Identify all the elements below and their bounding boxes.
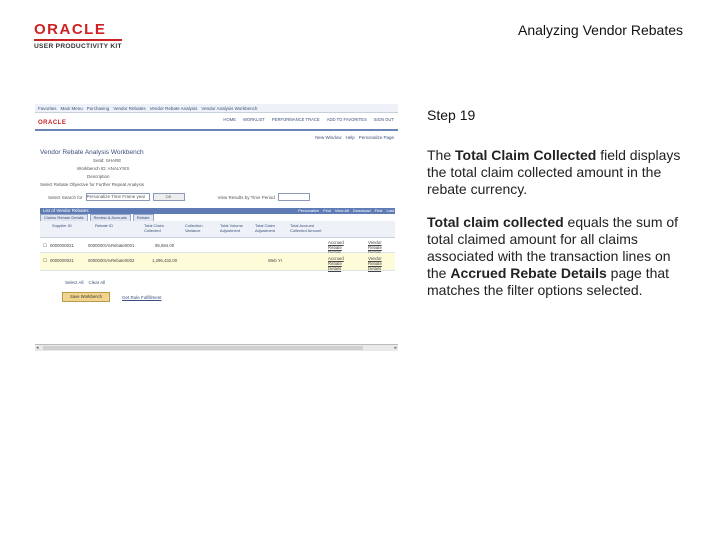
action-row: [40, 292, 162, 302]
step-label: Step 19: [427, 107, 476, 123]
app-logo: ORACLE: [38, 120, 67, 126]
new-window-link[interactable]: New Window: [315, 135, 342, 140]
utility-links: [315, 135, 394, 140]
header-link[interactable]: SIGN OUT: [373, 117, 394, 122]
nav-item[interactable]: Favorites: [38, 105, 57, 111]
save-workbench-button[interactable]: Save Workbench: [62, 292, 110, 302]
nav-item[interactable]: Vendor Rebate Analysis: [149, 105, 198, 111]
header-link[interactable]: HOME: [223, 117, 236, 122]
clear-all-link[interactable]: Clear All: [88, 280, 106, 285]
scroll-left-icon[interactable]: ◂: [36, 345, 39, 351]
table-row[interactable]: [40, 238, 395, 253]
column-header: Supplier ID: [52, 223, 72, 228]
vendor-rebate-details-link[interactable]: Vendor Rebate: [368, 240, 382, 250]
view-period-select[interactable]: [278, 193, 310, 201]
description-line: Description: [87, 174, 110, 179]
text-run: equals the sum of total claimed amount for all claims associated with the transaction lines on the: [427, 214, 679, 281]
select-all-link[interactable]: Select All: [65, 280, 84, 285]
extra-cell: Web Yr: [268, 258, 283, 263]
nav-item[interactable]: Purchasing: [86, 105, 110, 111]
vendor-rebate-details-link[interactable]: Vendor Rebate Details: [368, 256, 382, 271]
header-link[interactable]: ADD TO FAVORITES: [326, 117, 367, 122]
header-link[interactable]: PERFORMANCE TRACE: [271, 117, 320, 122]
download-link[interactable]: Download: [352, 208, 371, 213]
grid-title: List of Vendor Rebates: [43, 208, 89, 213]
nav-item[interactable]: Vendor Analysis Workbench: [201, 105, 258, 111]
application-screenshot: [35, 104, 398, 352]
column-header: Total Accrued Collected Amount: [290, 223, 322, 233]
ok-button[interactable]: OK: [153, 193, 185, 201]
column-header: Collection Variance: [185, 223, 203, 233]
oracle-upk-logo: [34, 22, 124, 50]
find-link[interactable]: Find: [323, 208, 331, 213]
rebate-id-cell: 00000001%Rebate0002: [88, 258, 135, 263]
column-header: Total Volume Adjustment: [220, 223, 243, 233]
step-description: [427, 147, 689, 198]
field-name: Total Claim Collected: [455, 147, 597, 163]
nav-item[interactable]: Vendor Rebates: [113, 105, 146, 111]
total-claim-collected-cell: 1,296,432.00: [152, 258, 178, 263]
logo-subtitle: USER PRODUCTIVITY KIT: [34, 43, 122, 50]
term-name: Total claim collected: [427, 214, 564, 230]
scroll-right-icon[interactable]: ▸: [394, 345, 397, 351]
horizontal-scrollbar[interactable]: [35, 344, 398, 351]
supplier-id-cell: 0000000021: [50, 258, 74, 263]
nav-item[interactable]: Main Menu: [60, 105, 83, 111]
rebate-id-cell: 00000001%Rebate0001: [88, 243, 135, 248]
accrued-rebate-details-link[interactable]: Accrued Rebate Details: [328, 256, 344, 271]
tab-review-accruals[interactable]: Review & Accruals: [90, 214, 131, 222]
view-label: View Results by Time Period: [217, 194, 275, 200]
selection-links: [40, 280, 105, 285]
page-name: Accrued Rebate Details: [450, 265, 607, 281]
text-run: The: [427, 147, 456, 163]
select-label: Select Search for: [48, 194, 83, 200]
supplier-id-cell: 0000000021: [50, 243, 74, 248]
text-run: page that matches the filter options selected.: [427, 265, 670, 298]
personalize-page-link[interactable]: Personalize Page: [358, 135, 394, 140]
filter-note: Select Rebate Objective for Further Repeat Analysis: [40, 182, 145, 187]
rule-fulfillment-link[interactable]: Get Rule Fulfillment: [122, 294, 162, 300]
header-links: [223, 117, 394, 122]
row-checkbox[interactable]: ☐: [43, 258, 47, 263]
text-run: field displays the total claim collected amount in the rebate currency.: [427, 147, 681, 197]
workbench-id-line: Workbench ID: ANALYSIS: [77, 166, 130, 171]
time-frame-value: Personalize Time Frame year: [86, 194, 146, 199]
logo-wordmark: ORACLE: [34, 21, 107, 38]
scrollbar-thumb[interactable]: [43, 346, 363, 350]
step-explanation: [427, 214, 689, 299]
grid-tabs: [40, 214, 395, 220]
setid-line: Setid: SHARE: [93, 158, 122, 163]
document-title: Analyzing Vendor Rebates: [518, 22, 683, 38]
table-row-highlighted[interactable]: [40, 253, 395, 271]
column-header: Total Claim Adjustment: [255, 223, 276, 233]
accrued-rebate-details-link[interactable]: Accrued Rebate: [328, 240, 344, 250]
first-link[interactable]: First: [374, 208, 383, 213]
column-header: Total Claim Collected: [144, 223, 164, 233]
tab-rebate[interactable]: Rebate: [133, 214, 154, 222]
breadcrumb-bar: [35, 104, 398, 113]
header-divider: [35, 129, 398, 131]
time-frame-select[interactable]: [86, 193, 150, 201]
header-link[interactable]: WORKLIST: [242, 117, 265, 122]
total-claim-collected-cell: 95,684.00: [155, 243, 175, 248]
last-link[interactable]: Last: [386, 208, 394, 213]
column-header: Rebate ID: [95, 223, 114, 228]
page-title: Vendor Rebate Analysis Workbench: [40, 149, 144, 156]
view-all-link[interactable]: View All: [334, 208, 349, 213]
brand-row: [35, 114, 398, 128]
help-link[interactable]: Help: [345, 135, 355, 140]
personalize-link[interactable]: Personalize: [298, 208, 320, 213]
row-checkbox[interactable]: ☐: [43, 243, 47, 248]
grid-header: [40, 221, 395, 238]
logo-rule: [34, 39, 122, 41]
search-controls: [40, 193, 395, 201]
tab-claims-rebate-details[interactable]: Claims Rebate Details: [40, 214, 88, 222]
